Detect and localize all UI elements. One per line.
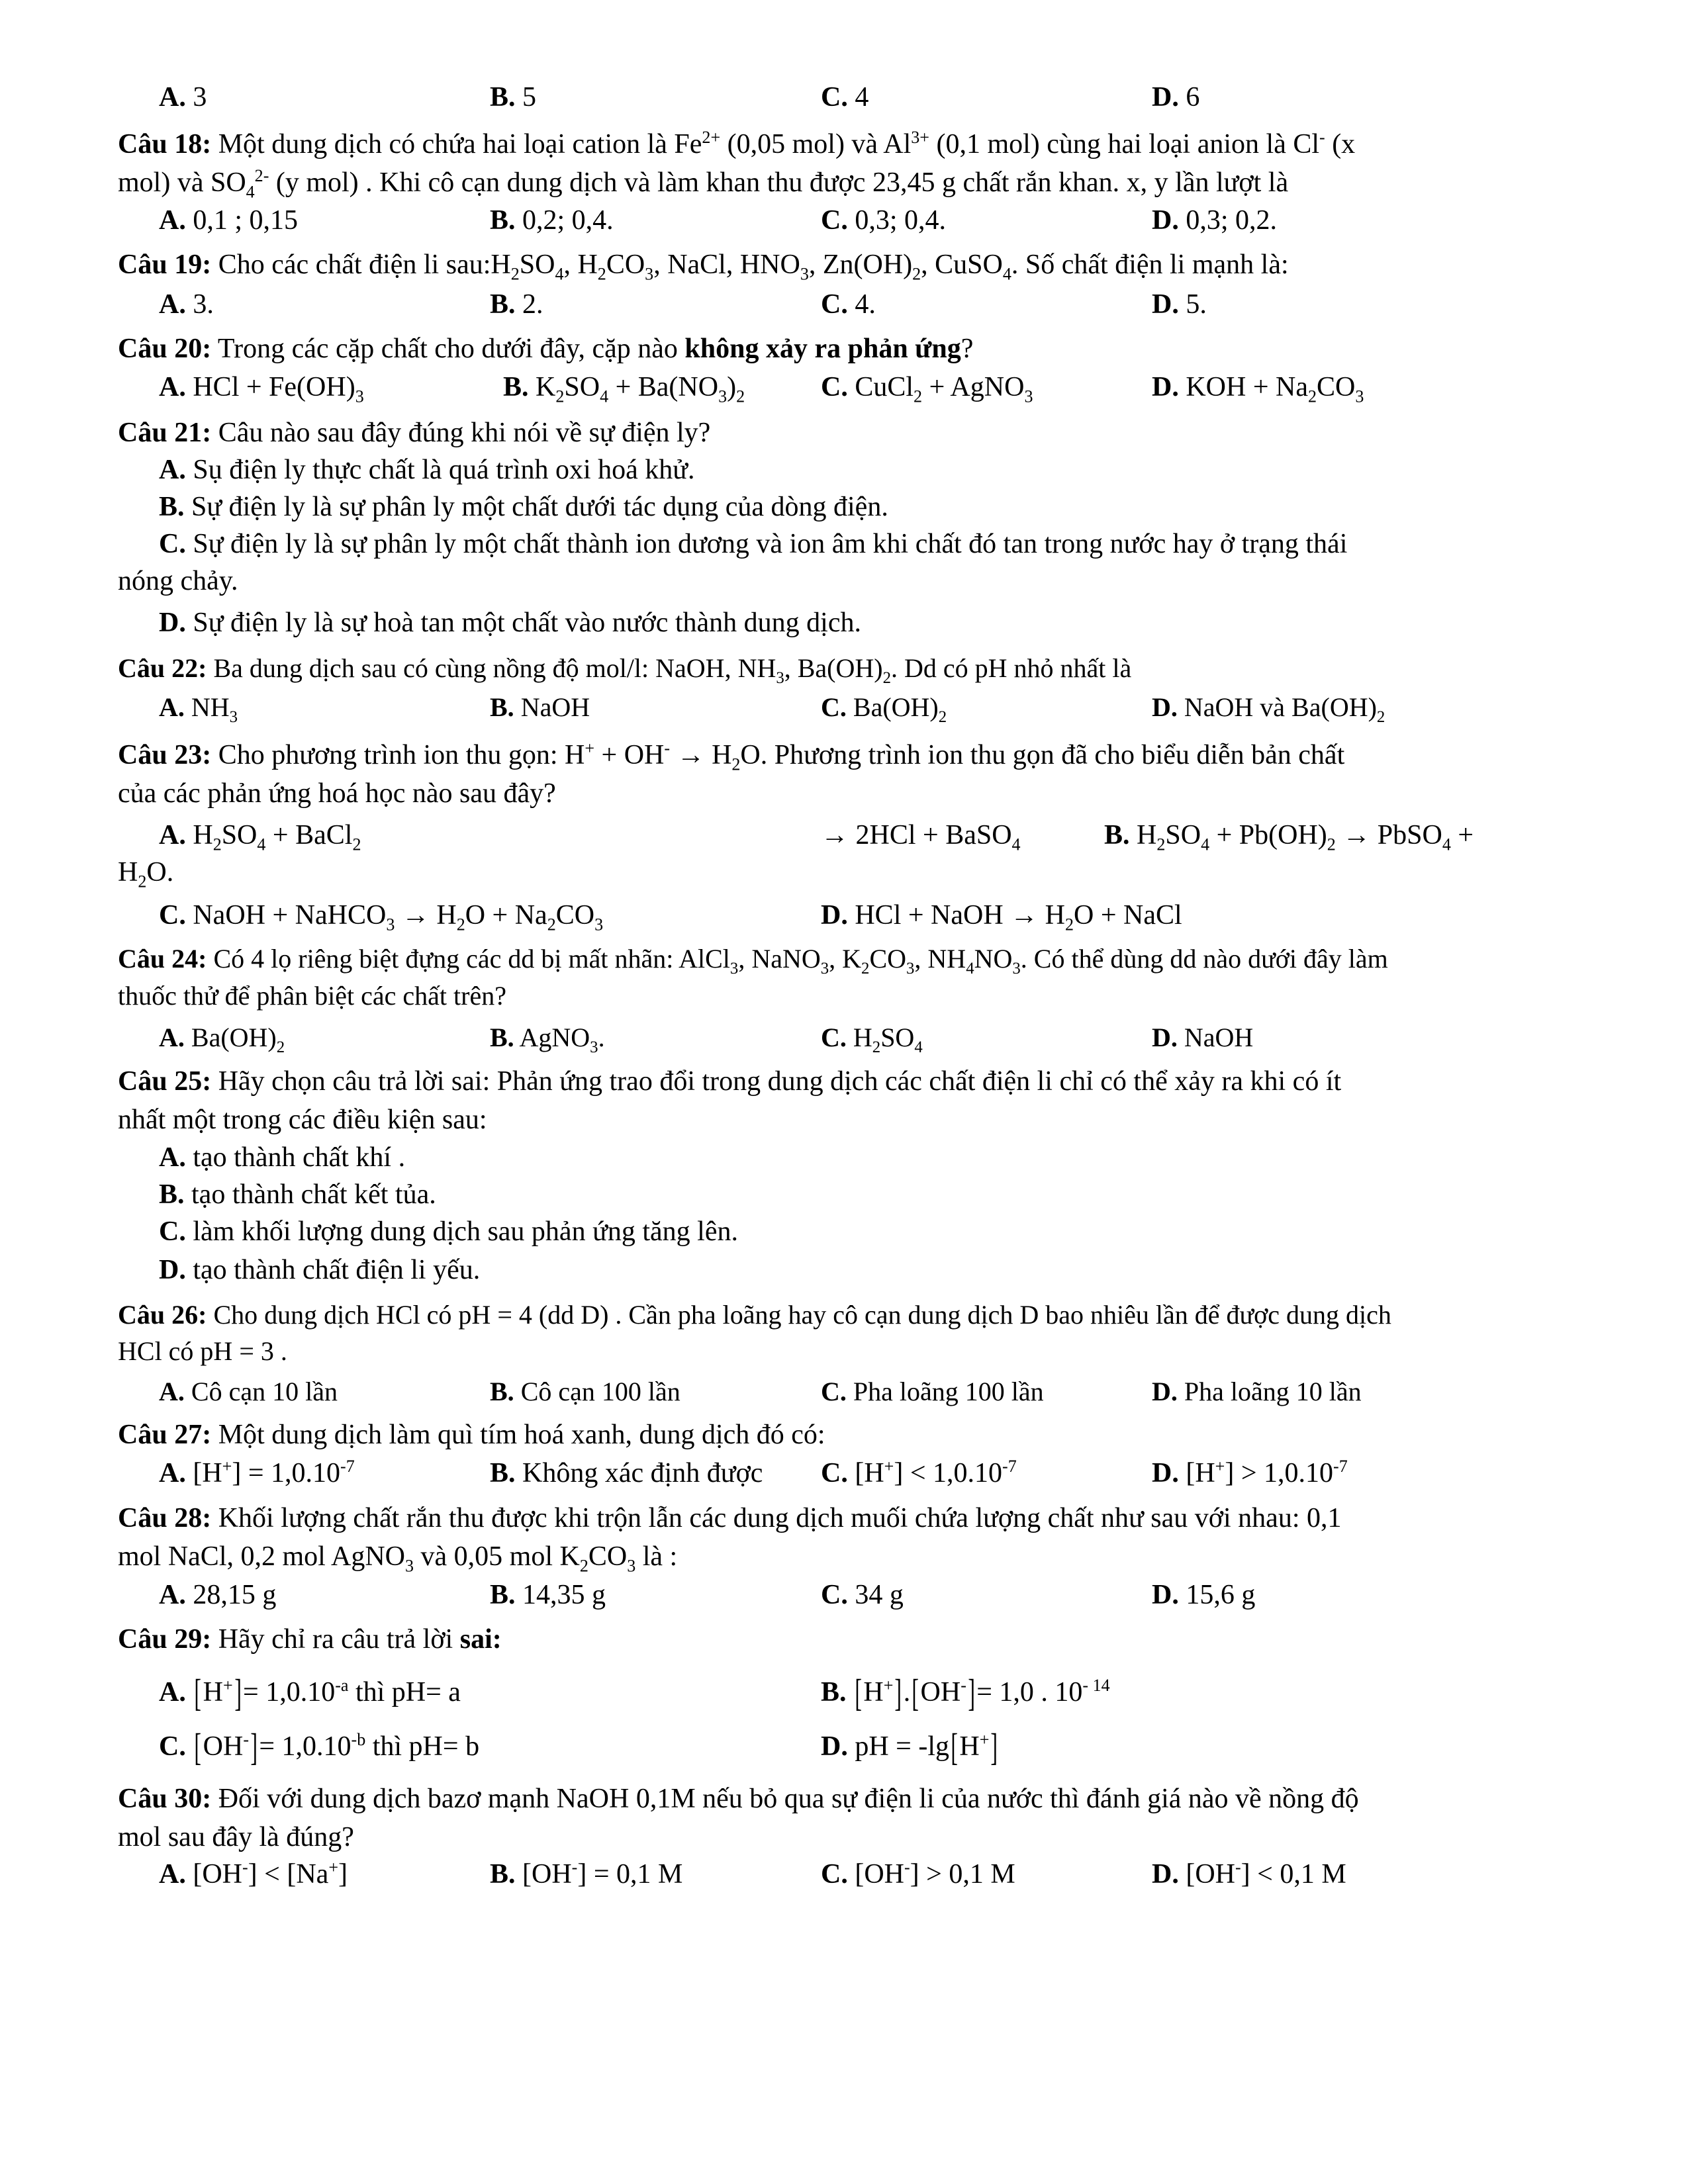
q18-option-a: A. 0,1 ; 0,15 [159, 205, 299, 236]
q26-option-d: D. Pha loãng 10 lần [1152, 1377, 1362, 1406]
q23-options-ab [0, 815, 1688, 855]
q22-stem: Câu 22: Ba dung dịch sau có cùng nồng độ mol/l: NaOH, $NH_3$, $Ba(OH)_2$. Dd có pH nhỏ nhất là [118, 653, 1132, 687]
q19-options [0, 285, 1688, 324]
q22-option-a: A. $NH_3$ [159, 692, 238, 726]
q24-option-c: C. $H_2SO_4$ [821, 1023, 923, 1056]
q23-stem-line2: của các phản ứng hoá học nào sau đây? [118, 778, 556, 809]
q22-title: Câu 22: [118, 653, 207, 683]
q17-option-c: C. 4 [821, 82, 869, 113]
q30-option-b: B. [OH-] = 0,1 M [490, 1858, 683, 1889]
q23-options-cd [0, 895, 1688, 935]
q22-option-b: B. NaOH [490, 692, 590, 722]
q22-option-d: D. NaOH và $Ba(OH)_2$ [1152, 692, 1385, 726]
q18-stem-line1: Câu 18: Một dung dịch có chứa hai loại cation là $Fe^{2+}$ (0,05 mol) và $Al^{3+}$ (0,1 mol) cùng hai loại anion là Cl- (x [118, 128, 1356, 159]
q29-option-b: B. [H+].[OH-]= 1,0 . $10^{- 14}$ [821, 1671, 1110, 1715]
q29-options-ab [0, 1669, 1688, 1715]
q17-option-a: A. 3 [159, 82, 207, 113]
q20-option-b: B. $K_2SO_4 + Ba(NO_3)_2$ [503, 372, 745, 406]
q26-options [0, 1372, 1688, 1412]
q29-title: Câu 29: [118, 1624, 212, 1655]
q23-option-d: D. HCl + NaOH → $H_2O$ + NaCl [821, 900, 1182, 934]
q23-option-b-cont: $H_2O$. [118, 857, 174, 891]
q17-option-b: B. 5 [490, 82, 537, 113]
q20-option-a: A. HCl + $Fe(OH)_3$ [159, 372, 364, 406]
q17-option-d: D. 6 [1152, 82, 1200, 113]
q29-options-cd [0, 1723, 1688, 1770]
q29-option-c: C. $[OH^-]= 1,0.10^{-b}$ thì pH= b [159, 1725, 480, 1769]
q30-option-a: A. [OH-] < [Na+] [159, 1858, 348, 1889]
q21-option-c-cont: nóng chảy. [118, 566, 238, 596]
q23-option-b: B. $H_2SO_4 + Pb(OH)_2$ → PbSO$_4$ + [1104, 820, 1474, 854]
q26-option-b: B. Cô cạn 100 lần [490, 1377, 680, 1406]
q27-option-a: A. $[H^+] = 1,0.10^{-7}$ [159, 1457, 355, 1488]
q30-title: Câu 30: [118, 1784, 212, 1814]
q26-stem-line1: Câu 26: Cho dung dịch HCl có pH = 4 (dd D) . Cần pha loãng hay cô cạn dung dịch D bao nhiêu lần để được dung dịch [118, 1300, 1391, 1330]
q29-option-a: A. $[H^+]= 1,0.10^{-a}$ thì pH= a [159, 1671, 461, 1715]
q23-option-a-products: → 2HCl + BaSO$_4$ [821, 820, 1021, 854]
q22-option-c: C. $Ba(OH)_2$ [821, 692, 947, 726]
q28-option-d: D. 15,6 g [1152, 1580, 1256, 1610]
q25-option-c: C. làm khối lượng dung dịch sau phản ứng tăng lên. [159, 1216, 738, 1247]
q30-options [0, 1854, 1688, 1894]
q28-option-b: B. 14,35 g [490, 1580, 606, 1610]
q27-title: Câu 27: [118, 1420, 212, 1450]
q27-options [0, 1453, 1688, 1493]
q28-title: Câu 28: [118, 1503, 212, 1533]
q27-option-d: D. $[H^+] > 1,0.10^{-7}$ [1152, 1457, 1348, 1488]
q24-stem-line1: Câu 24: Có 4 lọ riêng biệt đựng các dd bị mất nhãn: AlCl$_3$, NaNO$_3$, $K_2CO_3$, $NH_4NO_3$. Có thể dùng dd nào dưới đây làm [118, 944, 1388, 978]
q28-option-a: A. 28,15 g [159, 1580, 277, 1610]
q23-option-a: A. $H_2SO_4$ + BaCl$_2$ [159, 820, 361, 854]
q21-title: Câu 21: [118, 418, 212, 448]
q26-option-a: A. Cô cạn 10 lần [159, 1377, 338, 1406]
q18-title: Câu 18: [118, 129, 212, 159]
q20-stem: Câu 20: Trong các cặp chất cho dưới đây, cặp nào không xảy ra phản ứng? [118, 334, 974, 364]
q29-option-d: D. pH = -lg[H+] [821, 1725, 998, 1769]
q21-option-c: C. Sự điện ly là sự phân ly một chất thành ion dương và ion âm khi chất đó tan trong nước hay ở trạng thái [159, 529, 1348, 559]
q19-option-d: D. 5. [1152, 289, 1207, 320]
q25-stem-line2: nhất một trong các điều kiện sau: [118, 1105, 487, 1135]
q19-title: Câu 19: [118, 250, 212, 280]
q28-stem-line2: mol NaCl, 0,2 mol AgNO$_3$ và 0,05 mol $K_2CO_3$ là : [118, 1541, 678, 1576]
q30-stem-line2: mol sau đây là đúng? [118, 1822, 354, 1852]
q27-option-b: B. Không xác định được [490, 1458, 763, 1488]
q19-option-a: A. 3. [159, 289, 214, 320]
q20-title: Câu 20: [118, 334, 212, 364]
q24-option-b: B. AgNO$_3$. [490, 1023, 605, 1056]
q27-stem: Câu 27: Một dung dịch làm quì tím hoá xanh, dung dịch đó có: [118, 1420, 825, 1450]
q22-options [0, 688, 1688, 727]
q21-option-a: A. Sụ điện ly thực chất là quá trình oxi hoá khử. [159, 455, 695, 485]
q25-option-b: B. tạo thành chất kết tủa. [159, 1179, 436, 1210]
q20-option-c: C. CuCl$_2$ + AgNO$_3$ [821, 372, 1033, 406]
q23-option-c: C. NaOH + NaHCO$_3$ → $H_2O + Na_2CO_3$ [159, 900, 604, 934]
q23-title: Câu 23: [118, 740, 212, 770]
q25-title: Câu 25: [118, 1066, 212, 1097]
q19-option-c: C. 4. [821, 289, 876, 320]
q26-stem-line2: HCl có pH = 3 . [118, 1336, 287, 1366]
q21-stem: Câu 21: Câu nào sau đây đúng khi nói về sự điện ly? [118, 418, 711, 448]
q26-title: Câu 26: [118, 1300, 207, 1330]
q28-options [0, 1575, 1688, 1615]
q25-stem-line1: Câu 25: Hãy chọn câu trả lời sai: Phản ứng trao đổi trong dung dịch các chất điện li chỉ có thể xảy ra khi có ít [118, 1066, 1342, 1097]
q26-option-c: C. Pha loãng 100 lần [821, 1377, 1044, 1406]
q21-option-b: B. Sự điện ly là sự phân ly một chất dưới tác dụng của dòng điện. [159, 492, 888, 522]
q18-option-d: D. 0,3; 0,2. [1152, 205, 1278, 236]
q24-option-a: A. $Ba(OH)_2$ [159, 1023, 285, 1056]
q24-title: Câu 24: [118, 944, 207, 974]
q24-options [0, 1018, 1688, 1058]
q23-stem-line1: Câu 23: Cho phương trình ion thu gọn: $H^+ + OH^- \to H_2O$. Phương trình ion thu gọn đã cho biểu diễn bản chất [118, 739, 1345, 774]
q30-option-c: C. [OH-] > 0,1 M [821, 1858, 1015, 1889]
q30-stem-line1: Câu 30: Đối với dung dịch bazơ mạnh NaOH 0,1M nếu bỏ qua sự điện li của nước thì đánh giá nào về nồng độ [118, 1784, 1359, 1814]
q18-stem-line2: mol) và $SO_4^{2-}$ (y mol) . Khi cô cạn dung dịch và làm khan thu được 23,45 g chất rắn khan. x, y lần lượt là [118, 166, 1289, 202]
q20-option-d: D. KOH + $Na_2CO_3$ [1152, 372, 1364, 406]
q17-options [0, 77, 1688, 117]
q29-stem: Câu 29: Hãy chỉ ra câu trả lời sai: [118, 1624, 502, 1655]
q30-option-d: D. [OH-] < 0,1 M [1152, 1858, 1346, 1889]
q24-option-d: D. NaOH [1152, 1023, 1254, 1052]
q25-option-a: A. tạo thành chất khí . [159, 1142, 406, 1173]
q28-stem-line1: Câu 28: Khối lượng chất rắn thu được khi trộn lẫn các dung dịch muối chứa lượng chất như sau với nhau: 0,1 [118, 1503, 1342, 1533]
q18-options [0, 201, 1688, 240]
q27-option-c: C. $[H^+] < 1,0.10^{-7}$ [821, 1457, 1017, 1488]
q20-options [0, 367, 1688, 407]
q18-option-b: B. 0,2; 0,4. [490, 205, 614, 236]
q21-option-d: D. Sự điện ly là sự hoà tan một chất vào nước thành dung dịch. [159, 608, 861, 638]
q19-option-b: B. 2. [490, 289, 543, 320]
q24-stem-line2: thuốc thử để phân biệt các chất trên? [118, 981, 506, 1011]
q19-stem: Câu 19: Cho các chất điện li $sau:H_2SO_4$, $H_2CO_3$, NaCl, $HNO_3$, $Zn(OH)_2$, CuSO$_4$. Số chất điện li mạnh là: [118, 250, 1289, 284]
q25-option-d: D. tạo thành chất điện li yếu. [159, 1255, 481, 1285]
q18-option-c: C. 0,3; 0,4. [821, 205, 947, 236]
q28-option-c: C. 34 g [821, 1580, 904, 1610]
